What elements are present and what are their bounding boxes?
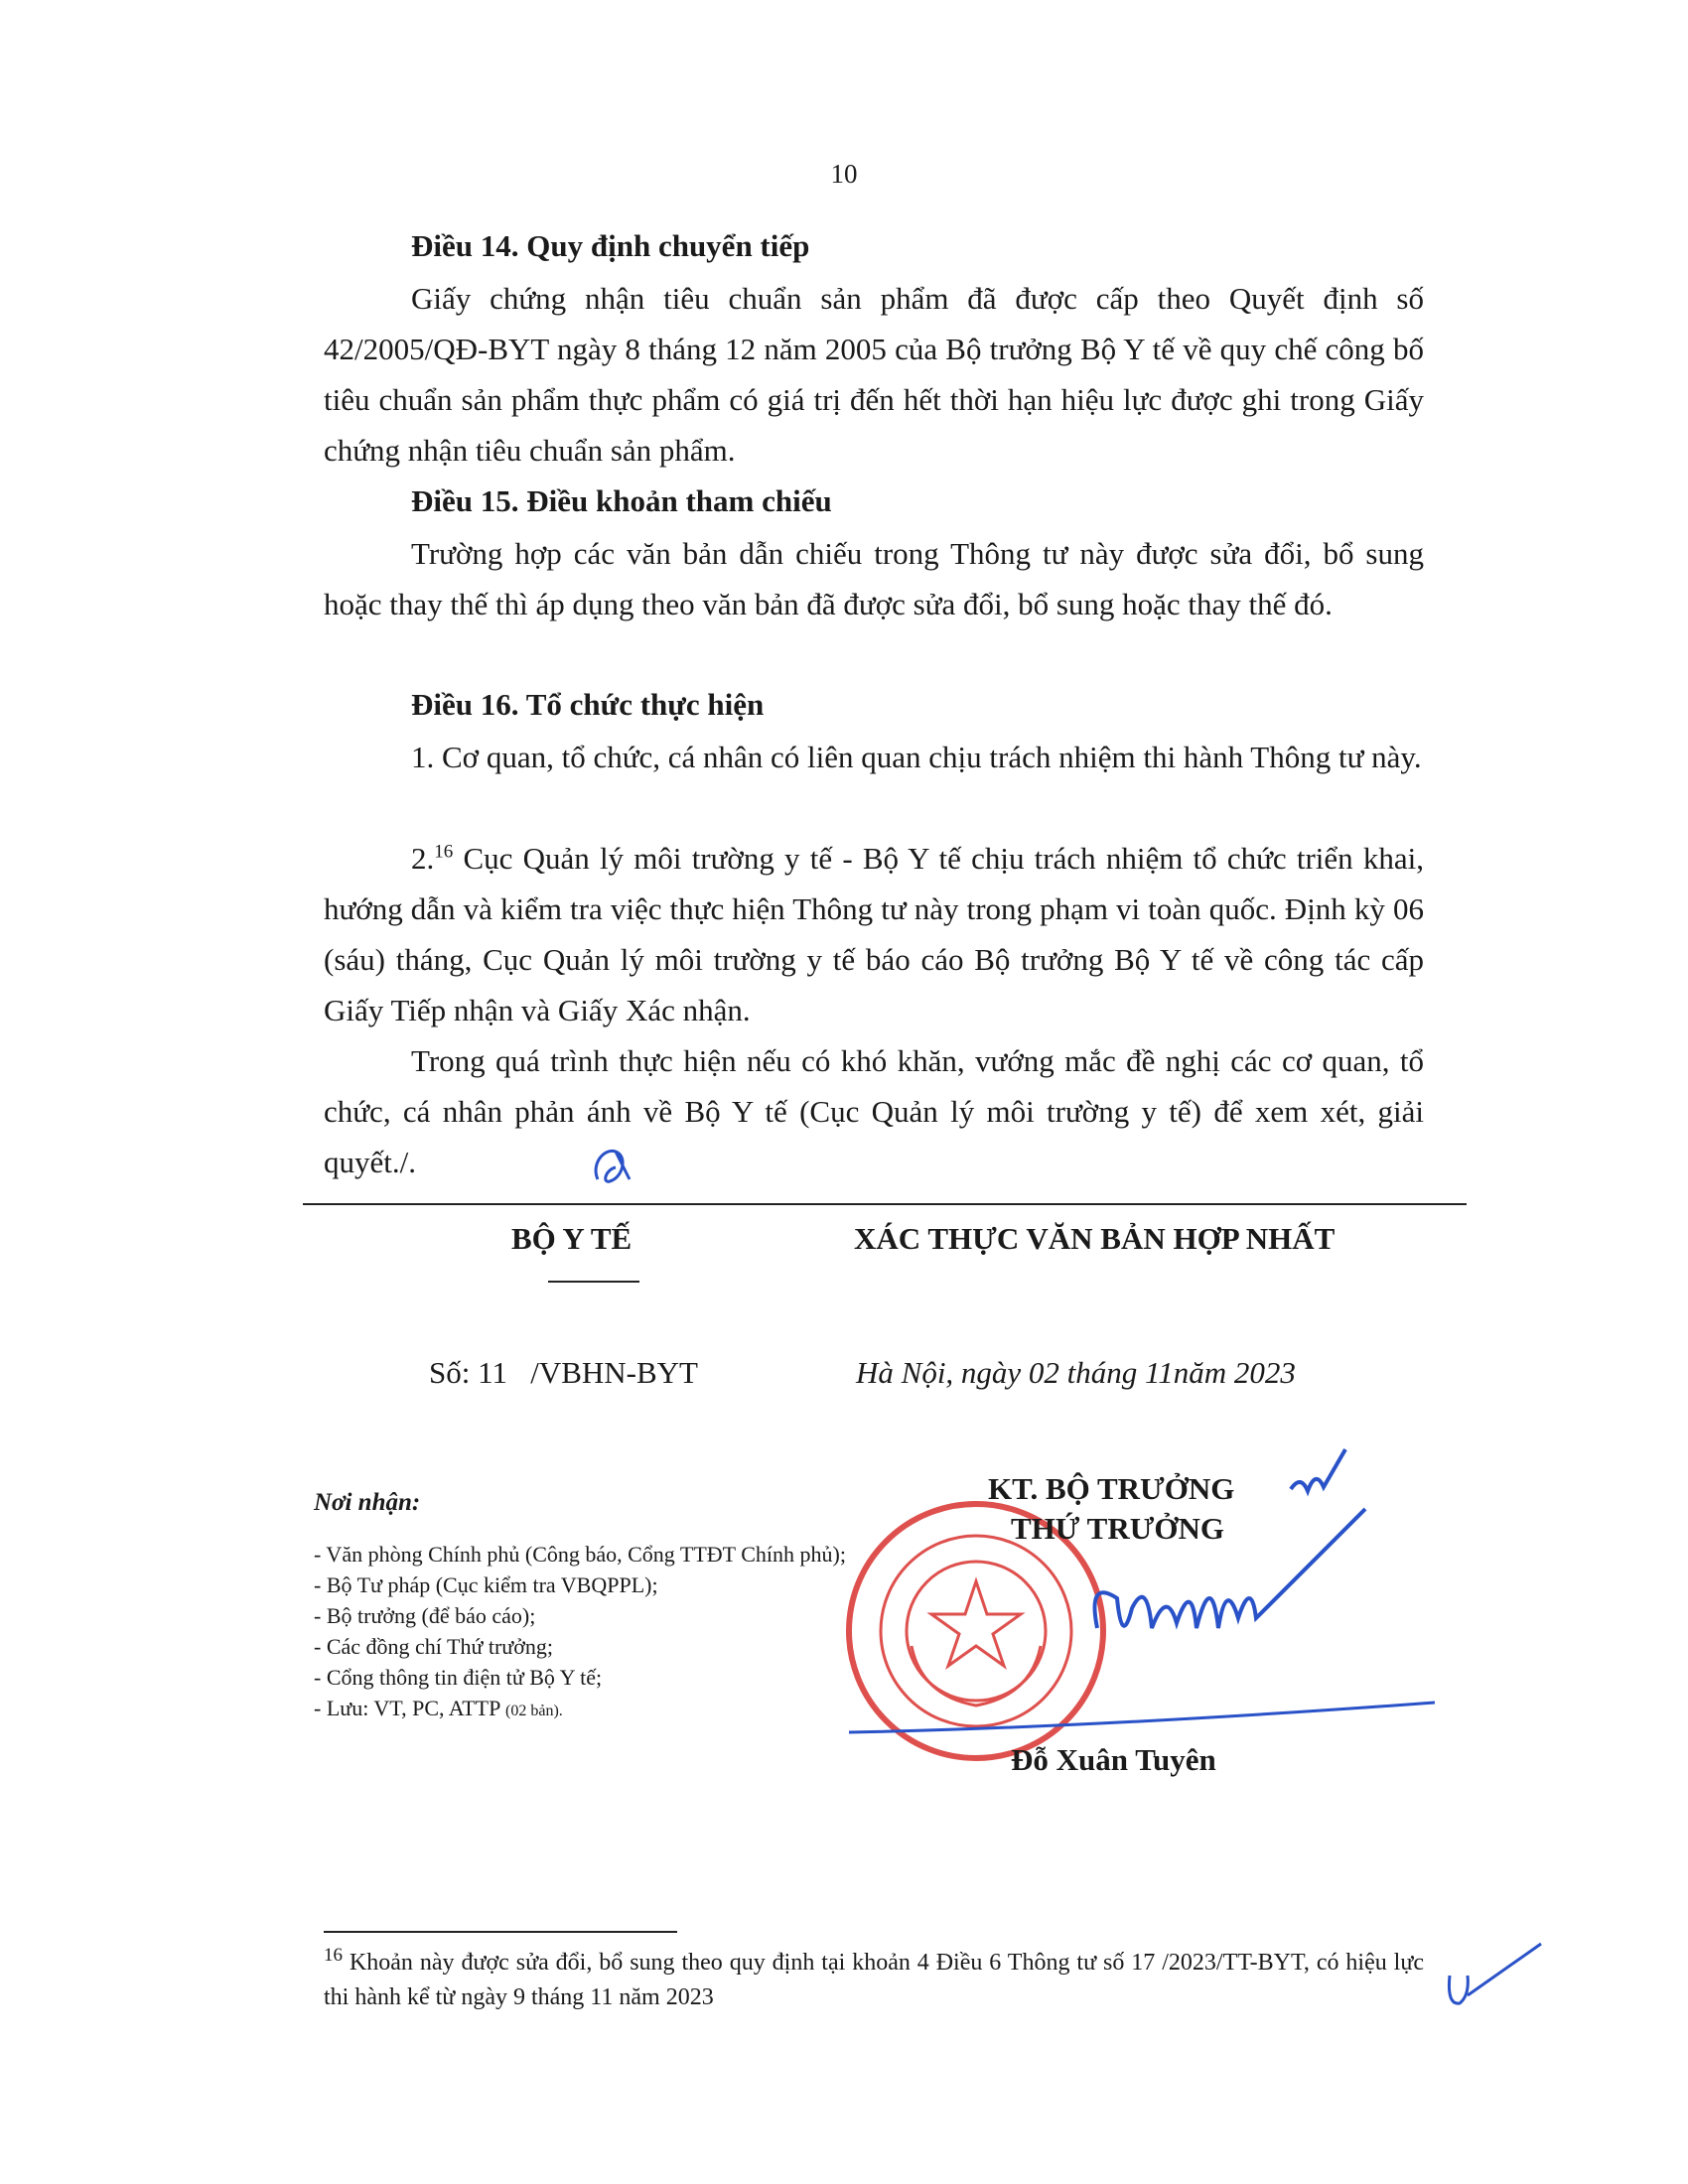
article-15-paragraph: Trường hợp các văn bản dẫn chiếu trong Thông tư này được sửa đổi, bổ sung hoặc thay thế thì áp dụng theo văn bản đã được sửa đổi, bổ sung hoặc thay thế đó. — [324, 536, 1424, 621]
recipients-list — [314, 1539, 850, 1726]
article-16-paragraph-1: 1. Cơ quan, tổ chức, cá nhân có liên quan chịu trách nhiệm thi hành Thông tư này. — [411, 740, 1422, 774]
signature-icon — [849, 1430, 1445, 1757]
signer-name: Đỗ Xuân Tuyên — [1011, 1742, 1216, 1777]
footnote-number: 16 — [324, 1945, 343, 1966]
footnote-text: Khoản này được sửa đổi, bổ sung theo quy định tại khoản 4 Điều 6 Thông tư số 17 /2023/TT-BYT, có hiệu lực thi hành kể từ ngày 9 tháng 11 năm 2023 — [324, 1950, 1424, 2010]
ministry-name: BỘ Y TẾ — [511, 1221, 633, 1256]
article-16-heading: Điều 16. Tổ chức thực hiện — [411, 687, 765, 722]
recipient-item: - Các đồng chí Thứ trưởng; — [314, 1634, 553, 1659]
recipient-item: - Bộ trưởng (để báo cáo); — [314, 1603, 536, 1628]
margin-initial-icon — [1442, 1936, 1551, 2015]
recipient-item: - Lưu: VT, PC, ATTP (02 bản). — [314, 1696, 563, 1720]
footnote — [324, 1946, 1424, 2015]
signature-title-2: THỨ TRƯỞNG — [1011, 1511, 1225, 1546]
ministry-underline — [548, 1281, 639, 1283]
article-16-paragraph-3: Trong quá trình thực hiện nếu có khó khăn, vướng mắc đề nghị các cơ quan, tổ chức, cá nhân phản ánh về Bộ Y tế (Cục Quản lý môi trường y tế) để xem xét, giải quyết./. — [324, 1043, 1424, 1179]
recipient-item: - Cổng thông tin điện tử Bộ Y tế; — [314, 1665, 603, 1690]
separator-line — [303, 1203, 1467, 1205]
footnote-ref: 16 — [434, 841, 454, 863]
initial-mark-icon — [586, 1140, 645, 1189]
recipient-item: - Văn phòng Chính phủ (Công báo, Cổng TTĐT Chính phủ); — [314, 1542, 846, 1567]
footnote-separator — [324, 1931, 677, 1933]
page-number: 10 — [830, 159, 858, 189]
paragraph-2-prefix: 2. — [411, 841, 435, 876]
article-14-heading: Điều 14. Quy định chuyển tiếp — [411, 228, 810, 263]
signature-title-1: KT. BỘ TRƯỞNG — [988, 1471, 1235, 1506]
article-14-paragraph: Giấy chứng nhận tiêu chuẩn sản phẩm đã được cấp theo Quyết định số 42/2005/QĐ-BYT ngày 8 tháng 12 năm 2005 của Bộ trưởng Bộ Y tế về quy chế công bố tiêu chuẩn sản phẩm thực phẩm có giá trị đến hết thời hạn hiệu lực được ghi trong Giấy chứng nhận tiêu chuẩn sản phẩm. — [324, 281, 1424, 468]
article-15-heading: Điều 15. Điều khoản tham chiếu — [411, 483, 832, 518]
document-title: XÁC THỰC VĂN BẢN HỢP NHẤT — [854, 1221, 1336, 1256]
paragraph-2-text: Cục Quản lý môi trường y tế - Bộ Y tế chịu trách nhiệm tổ chức triển khai, hướng dẫn và kiểm tra việc thực hiện Thông tư này trong phạm vi toàn quốc. Định kỳ 06 (sáu) tháng, Cục Quản lý môi trường y tế báo cáo Bộ trưởng Bộ Y tế về công tác cấp Giấy Tiếp nhận và Giấy Xác nhận. — [324, 841, 1424, 1027]
article-16-paragraph-2 — [324, 833, 1424, 1035]
recipients-label: Nơi nhận: — [314, 1489, 421, 1516]
place-date: Hà Nội, ngày 02 tháng 11năm 2023 — [856, 1355, 1296, 1390]
recipient-item: - Bộ Tư pháp (Cục kiểm tra VBQPPL); — [314, 1572, 658, 1597]
document-number: Số: 11 /VBHN-BYT — [429, 1355, 698, 1390]
